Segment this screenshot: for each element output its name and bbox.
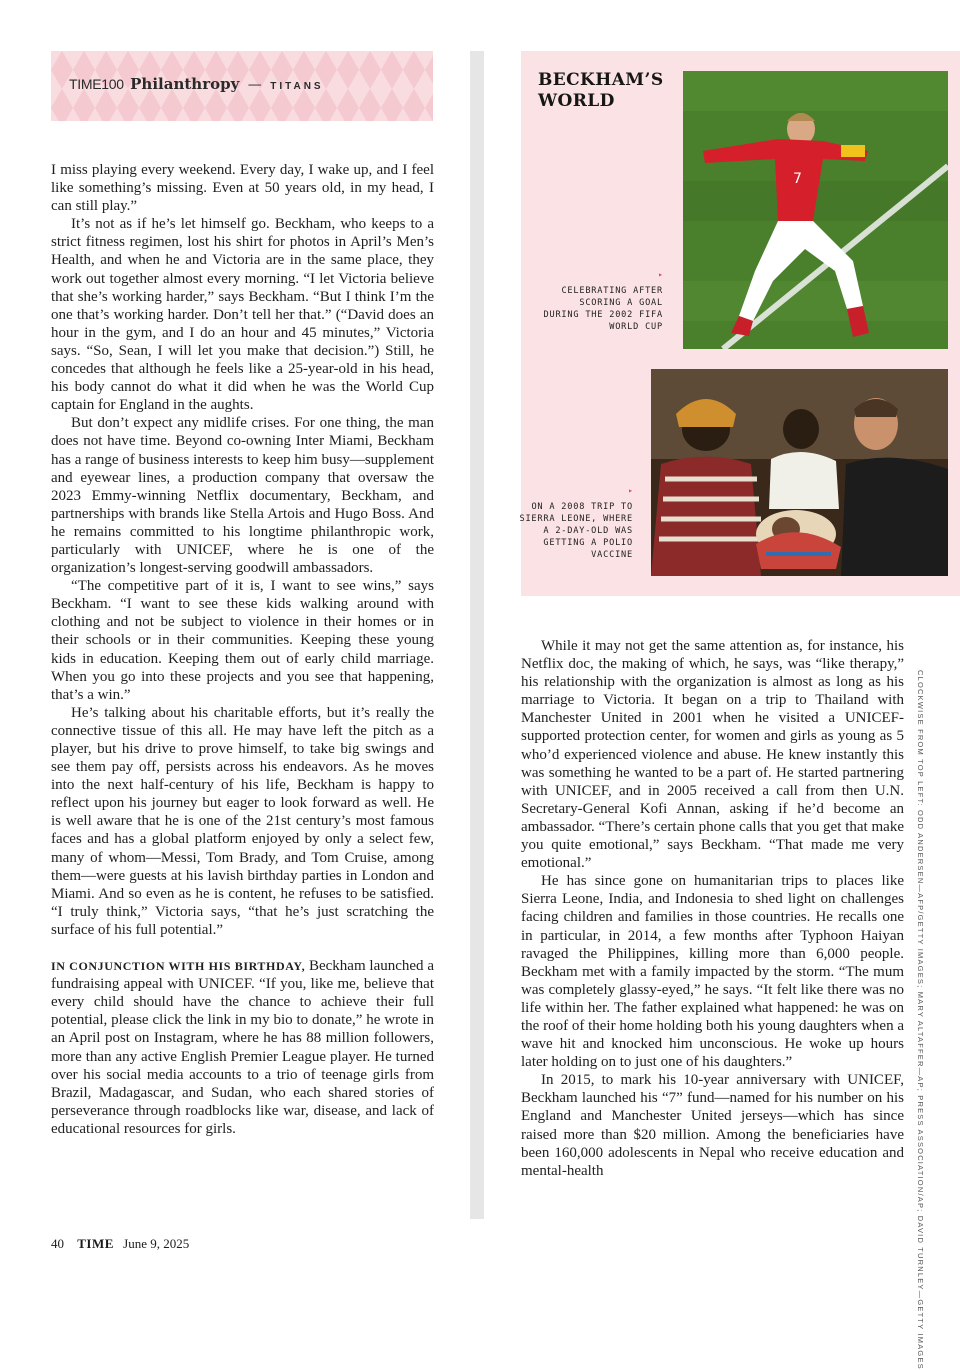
caption-arrow-icon: ▸	[628, 486, 633, 495]
issue-date: June 9, 2025	[123, 1236, 190, 1251]
paragraph: I miss playing every weekend. Every day, I wake up, and I feel like something’s missing. Even at 50 years old, in my head, I can still play.”	[51, 162, 434, 215]
paragraph: It’s not as if he’s let himself go. Beckham, who keeps to a strict fitness regimen, lost his shirt for photos in April’s Men’s Health, and when he and Victoria are in the same place, they work out together almost every morning. “I let Victoria believe that she’s working harder,” says Beckham. “But I think I’m the one that’s working harder. Don’t tell her that.” (“David does an hour in the gym, and I do an hour and 45 minutes,” Victoria says. “So, Sean, I will let you make that decision.”) Still, he concedes that although he feels like a 25-year-old in his head, his body cannot do what it did when he was the World Cup captain for England in the aughts.	[51, 216, 434, 414]
sidebar-box	[521, 51, 960, 596]
page-number: 40	[51, 1236, 64, 1251]
jersey-number: 7	[793, 171, 802, 187]
column-divider	[470, 51, 484, 1219]
paragraph: While it may not get the same attention as, for instance, his Netflix doc, the making of which, he says, was “like therapy,” his relationship with the organization is almost as long as his marriage to Victoria. It began on a trip to Thailand with Manchester United in 2001 when he visited a UNICEF-supported protection center, for women and girls as young as 5 who’d experienced violence and abuse. He knew instantly this was something he wanted to be a part of. He started partnering with UNICEF, and in 2005 received a call from then U.N. Secretary-General Kofi Annan, asking if he’d become an ambassador. “There’s certain phone calls that you get that make you quite emotional,” says Beckham. “That made me very emotional.”	[521, 638, 904, 872]
section-name: Philanthropy	[130, 75, 240, 93]
photo-world-cup-celebration	[683, 71, 948, 349]
subsection-name: TITANS	[270, 81, 324, 92]
section-paragraph	[51, 957, 434, 1138]
paragraph: “The competitive part of it is, I want to see wins,” says Beckham. “I want to see these kids walking around with clothing and not be subject to violence in their homes or in their schools or in their communities. Keeping these young kids in education. Keeping them out of early child marriage. When you go into these projects and you see that happening, that’s a win.”	[51, 578, 434, 703]
banner-dash: —	[247, 77, 262, 93]
section-lead-in: IN CONJUNCTION WITH HIS BIRTHDAY,	[51, 959, 306, 974]
caption-arrow-icon: ▸	[658, 270, 663, 279]
magazine-name: TIME	[77, 1236, 114, 1251]
page-footer	[51, 1236, 189, 1252]
caption-world-cup	[543, 269, 663, 333]
paragraph: But don’t expect any midlife crises. For one thing, the man does not have time. Beyond co-owning Inter Miami, Beckham has a range of business interests to keep him busy—supplement and eyewear lines, a production company that oversaw the 2023 Emmy-winning Netflix documentary, Beckham, and partnerships with brands like Stella Artois and Hugo Boss. And he remains committed to his longtime philanthropic work, particularly with UNICEF, where he is one of the organization’s longest-serving goodwill ambassadors.	[51, 415, 434, 577]
section-banner	[51, 51, 433, 121]
sidebar-title: BECKHAM’S WORLD	[538, 70, 664, 111]
caption-sierra-leone	[513, 485, 633, 561]
caption-text: ON A 2008 TRIP TO SIERRA LEONE, WHERE A 2-DAY-OLD WAS GETTING A POLIO VACCINE	[519, 502, 633, 560]
photo-credit: CLOCKWISE FROM TOP LEFT: ODD ANDERSEN—AFP/GETTY IMAGES; MARY ALTAFFER—AP; PRESS ASSOCIATION/AP; DAVID TURNLEY—GETTY IMAGES	[916, 670, 925, 1370]
world-cup-illustration	[683, 71, 948, 349]
banner-label	[69, 75, 324, 93]
paragraph: In 2015, to mark his 10-year anniversary with UNICEF, Beckham launched his “7” fund—named for his number on his England and Manchester United jerseys—which has since raised more than $20 million. Among the beneficiaries have been 160,000 adolescents in Nepal who receive education and mental-health	[521, 1072, 904, 1179]
article-column-left	[51, 161, 434, 1226]
article-column-right	[521, 637, 904, 1222]
caption-text: CELEBRATING AFTER SCORING A GOAL DURING THE 2002 FIFA WORLD CUP	[543, 286, 663, 332]
time100-logo: TIME100	[69, 76, 124, 92]
photo-sierra-leone-vaccine	[651, 369, 948, 576]
section-paragraph-text: Beckham launched a fundraising appeal with UNICEF. “If you, like me, believe that every child should have the chance to achieve their full potential, please click the link in my bio to donate,” he wrote in an April post on Instagram, where he has 88 million followers, more than any active English Premier League player. He turned over his social media accounts to a trio of teenage girls from Brazil, Madagascar, and Sudan, who each shared stories of perseverance through roadblocks like war, disease, and lack of educational resources for girls.	[51, 958, 434, 1137]
paragraph: He’s talking about his charitable efforts, but it’s really the connective tissue of this all. He may have left the pitch as a player, but his drive to prove himself, to take big swings and see them pay off, persists across his endeavors. As he moves into the next half-century of his life, Beckham is happy to reflect upon his journey but eager to look forward as well. He is well aware that he is one of the 21st century’s most famous faces and has a global platform enjoyed by only a select few, many of whom—Messi, Tom Brady, and Tom Cruise, among them—were guests at his lavish birthday parties in London and Miami. And so even as he is content, he refuses to be satisfied. “I truly think,” Victoria says, “that he’s just scratching the surface of his full potential.”	[51, 704, 434, 938]
paragraph: He has since gone on humanitarian trips to places like Sierra Leone, India, and Indonesia to shed light on challenges facing children and families in those countries. He recalls one in particular, in 2014, a few months after Typhoon Haiyan ravaged the Philippines, killing more than 6,000 people. Beckham met with a family impacted by the storm. “The mum was completely glassy-eyed,” he says. “It felt like there was no life within her. The father explained what happened: he was on the roof of their home holding both his young daughters when a wave hit and knocked him unconscious. He woke up hours later holding on to just one of his daughters.”	[521, 873, 904, 1071]
sierra-leone-illustration	[651, 369, 948, 576]
